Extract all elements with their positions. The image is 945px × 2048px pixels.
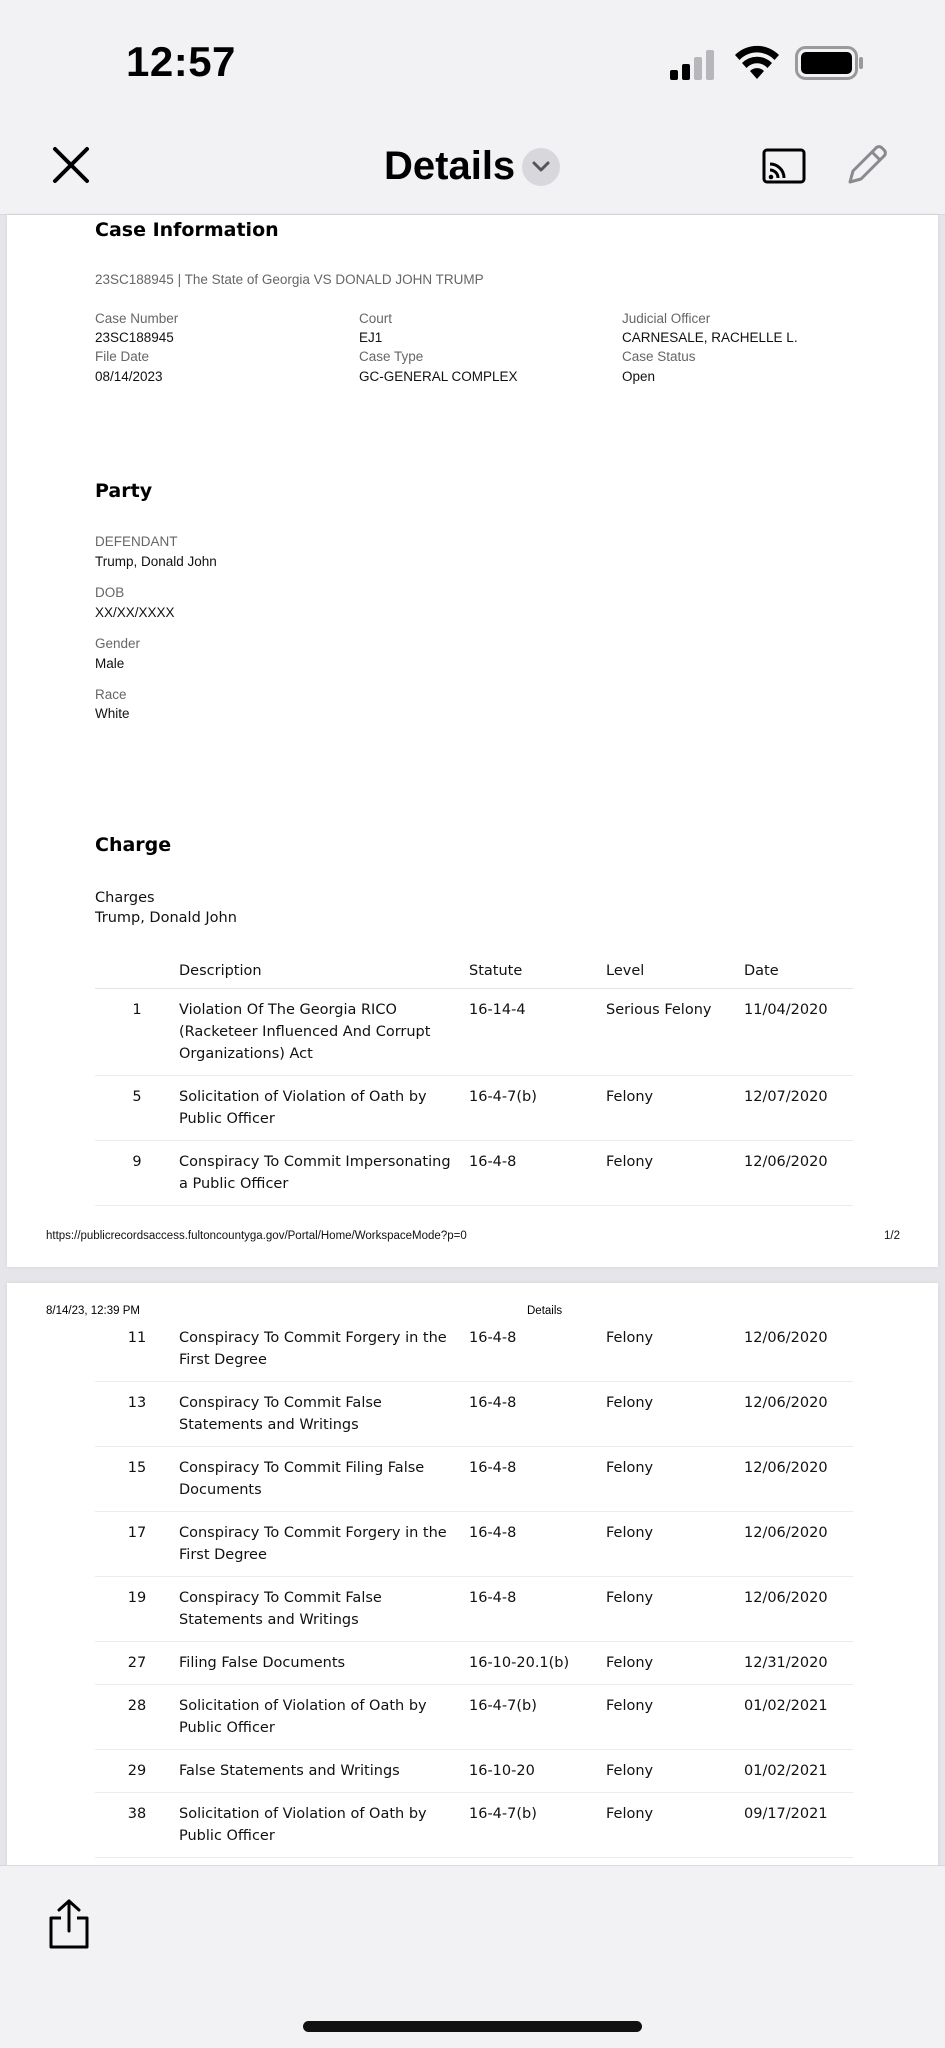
charge-statute: 16-4-8: [469, 1512, 606, 1577]
charge-level: Felony: [606, 1382, 744, 1447]
file-date-label: File Date: [95, 349, 150, 364]
status-bar: [0, 0, 945, 120]
charge-date: 01/02/2021: [744, 1685, 853, 1750]
judicial-officer-value: CARNESALE, RACHELLE L.: [622, 330, 798, 345]
charge-date: 12/06/2020: [744, 1447, 853, 1512]
close-icon[interactable]: [48, 142, 94, 188]
dob-label: DOB: [95, 585, 125, 600]
table-row: [95, 1076, 853, 1141]
charge-level: Felony: [606, 1076, 744, 1141]
charge-number: 38: [95, 1793, 179, 1858]
charge-number: 9: [95, 1141, 179, 1206]
gender-value: Male: [95, 656, 125, 671]
charge-statute: 16-4-8: [469, 1327, 606, 1382]
charge-description: Conspiracy To Commit False Statements and Writings: [179, 1382, 469, 1447]
charge-description: Filing False Documents: [179, 1642, 469, 1685]
party-heading: Party: [95, 480, 153, 502]
table-row: [95, 1750, 853, 1793]
column-header-statute: Statute: [469, 960, 606, 989]
charges-table-page-1: [95, 960, 853, 1206]
charge-description: Solicitation of Violation of Oath by Public Officer: [179, 1076, 469, 1141]
charge-number: 5: [95, 1076, 179, 1141]
document-page-2: [7, 1283, 938, 1883]
page-footer-url: https://publicrecordsaccess.fultoncountyga.gov/Portal/Home/WorkspaceMode?p=0: [46, 1230, 467, 1242]
charge-description: Solicitation of Violation of Oath by Public Officer: [179, 1793, 469, 1858]
page-header-date: 8/14/23, 12:39 PM: [46, 1305, 140, 1317]
charge-statute: 16-4-8: [469, 1447, 606, 1512]
charge-level: Felony: [606, 1512, 744, 1577]
home-indicator[interactable]: [303, 2021, 642, 2032]
charge-date: 11/04/2020: [744, 989, 853, 1076]
table-row: [95, 1512, 853, 1577]
cast-icon[interactable]: [762, 148, 806, 184]
charge-statute: 16-4-7(b): [469, 1685, 606, 1750]
charge-date: 12/31/2020: [744, 1642, 853, 1685]
document-viewer[interactable]: [0, 215, 945, 1865]
charge-level: Felony: [606, 1327, 744, 1382]
case-type-value: GC-GENERAL COMPLEX: [359, 369, 518, 384]
column-header-date: Date: [744, 960, 853, 989]
charge-level: Serious Felony: [606, 989, 744, 1076]
charge-statute: 16-4-8: [469, 1141, 606, 1206]
status-time: 12:57: [126, 38, 236, 85]
charge-number: 29: [95, 1750, 179, 1793]
file-date-value: 08/14/2023: [95, 369, 163, 384]
gender-label: Gender: [95, 636, 141, 651]
charge-date: 12/06/2020: [744, 1382, 853, 1447]
table-row: [95, 1382, 853, 1447]
table-header-row: [95, 960, 853, 989]
document-page-1: [7, 215, 938, 1267]
charge-level: Felony: [606, 1685, 744, 1750]
charge-level: Felony: [606, 1642, 744, 1685]
charge-heading: Charge: [95, 834, 172, 856]
edit-pencil-icon[interactable]: [844, 142, 890, 188]
party-name: Trump, Donald John: [95, 554, 217, 569]
charge-date: 01/02/2021: [744, 1750, 853, 1793]
charge-statute: 16-4-7(b): [469, 1076, 606, 1141]
charge-description: Solicitation of Violation of Oath by Public Officer: [179, 1685, 469, 1750]
table-row: [95, 1141, 853, 1206]
charge-statute: 16-10-20.1(b): [469, 1642, 606, 1685]
case-information-heading: Case Information: [95, 219, 279, 241]
case-status-label: Case Status: [622, 349, 696, 364]
charges-party-name: Trump, Donald John: [95, 910, 237, 926]
court-value: EJ1: [359, 330, 383, 345]
navigation-bar: [0, 130, 945, 215]
charge-number: 19: [95, 1577, 179, 1642]
charge-level: Felony: [606, 1577, 744, 1642]
charge-statute: 16-4-7(b): [469, 1793, 606, 1858]
column-header-number: [95, 960, 179, 989]
table-row: [95, 1793, 853, 1858]
charges-table-page-2: [95, 1327, 853, 1901]
charge-description: Conspiracy To Commit Forgery in the First Degree: [179, 1327, 469, 1382]
dob-value: XX/XX/XXXX: [95, 605, 175, 620]
table-row: [95, 1577, 853, 1642]
charge-number: 1: [95, 989, 179, 1076]
charge-level: Felony: [606, 1447, 744, 1512]
charge-date: 12/06/2020: [744, 1141, 853, 1206]
table-row: [95, 1685, 853, 1750]
battery-icon: [795, 46, 865, 80]
charge-number: 13: [95, 1382, 179, 1447]
case-number-value: 23SC188945: [95, 330, 174, 345]
bottom-toolbar: [0, 1865, 945, 2048]
charge-number: 11: [95, 1327, 179, 1382]
charge-number: 15: [95, 1447, 179, 1512]
table-row: [95, 1642, 853, 1685]
table-row: [95, 1447, 853, 1512]
charge-statute: 16-4-8: [469, 1382, 606, 1447]
charge-date: 12/06/2020: [744, 1512, 853, 1577]
charge-description: Conspiracy To Commit Filing False Documents: [179, 1447, 469, 1512]
charge-date: 09/17/2021: [744, 1793, 853, 1858]
wifi-icon: [733, 45, 781, 81]
race-value: White: [95, 706, 130, 721]
charge-description: Conspiracy To Commit Forgery in the First Degree: [179, 1512, 469, 1577]
charge-date: 12/06/2020: [744, 1327, 853, 1382]
court-label: Court: [359, 311, 393, 326]
title-dropdown-button[interactable]: [522, 148, 560, 186]
page-number: 1/2: [884, 1230, 900, 1242]
column-header-level: Level: [606, 960, 744, 989]
charge-number: 28: [95, 1685, 179, 1750]
charge-date: 12/06/2020: [744, 1577, 853, 1642]
page-title[interactable]: Details: [384, 144, 516, 188]
charge-description: False Statements and Writings: [179, 1750, 469, 1793]
charge-level: Felony: [606, 1750, 744, 1793]
charge-description: Conspiracy To Commit False Statements and Writings: [179, 1577, 469, 1642]
table-row: [95, 1327, 853, 1382]
charge-number: 27: [95, 1642, 179, 1685]
column-header-description: Description: [179, 960, 469, 989]
chevron-down-icon: [522, 148, 560, 186]
charge-statute: 16-14-4: [469, 989, 606, 1076]
charge-level: Felony: [606, 1793, 744, 1858]
charge-description: Conspiracy To Commit Impersonating a Public Officer: [179, 1141, 469, 1206]
judicial-officer-label: Judicial Officer: [622, 311, 711, 326]
charges-label: Charges: [95, 890, 155, 906]
table-row: [95, 989, 853, 1076]
race-label: Race: [95, 687, 127, 702]
party-role-label: DEFENDANT: [95, 534, 178, 549]
case-status-value: Open: [622, 369, 656, 384]
charge-level: Felony: [606, 1141, 744, 1206]
case-number-label: Case Number: [95, 311, 179, 326]
cellular-signal-icon: [670, 50, 720, 80]
charge-date: 12/07/2020: [744, 1076, 853, 1141]
case-summary: 23SC188945 | The State of Georgia VS DONALD JOHN TRUMP: [95, 272, 484, 287]
charge-description: Violation Of The Georgia RICO (Racketeer Influenced And Corrupt Organizations) Act: [179, 989, 469, 1076]
page-header-title: Details: [527, 1305, 563, 1317]
case-type-label: Case Type: [359, 349, 424, 364]
charge-statute: 16-4-8: [469, 1577, 606, 1642]
share-icon[interactable]: [46, 1898, 92, 1950]
charge-number: 17: [95, 1512, 179, 1577]
charge-statute: 16-10-20: [469, 1750, 606, 1793]
